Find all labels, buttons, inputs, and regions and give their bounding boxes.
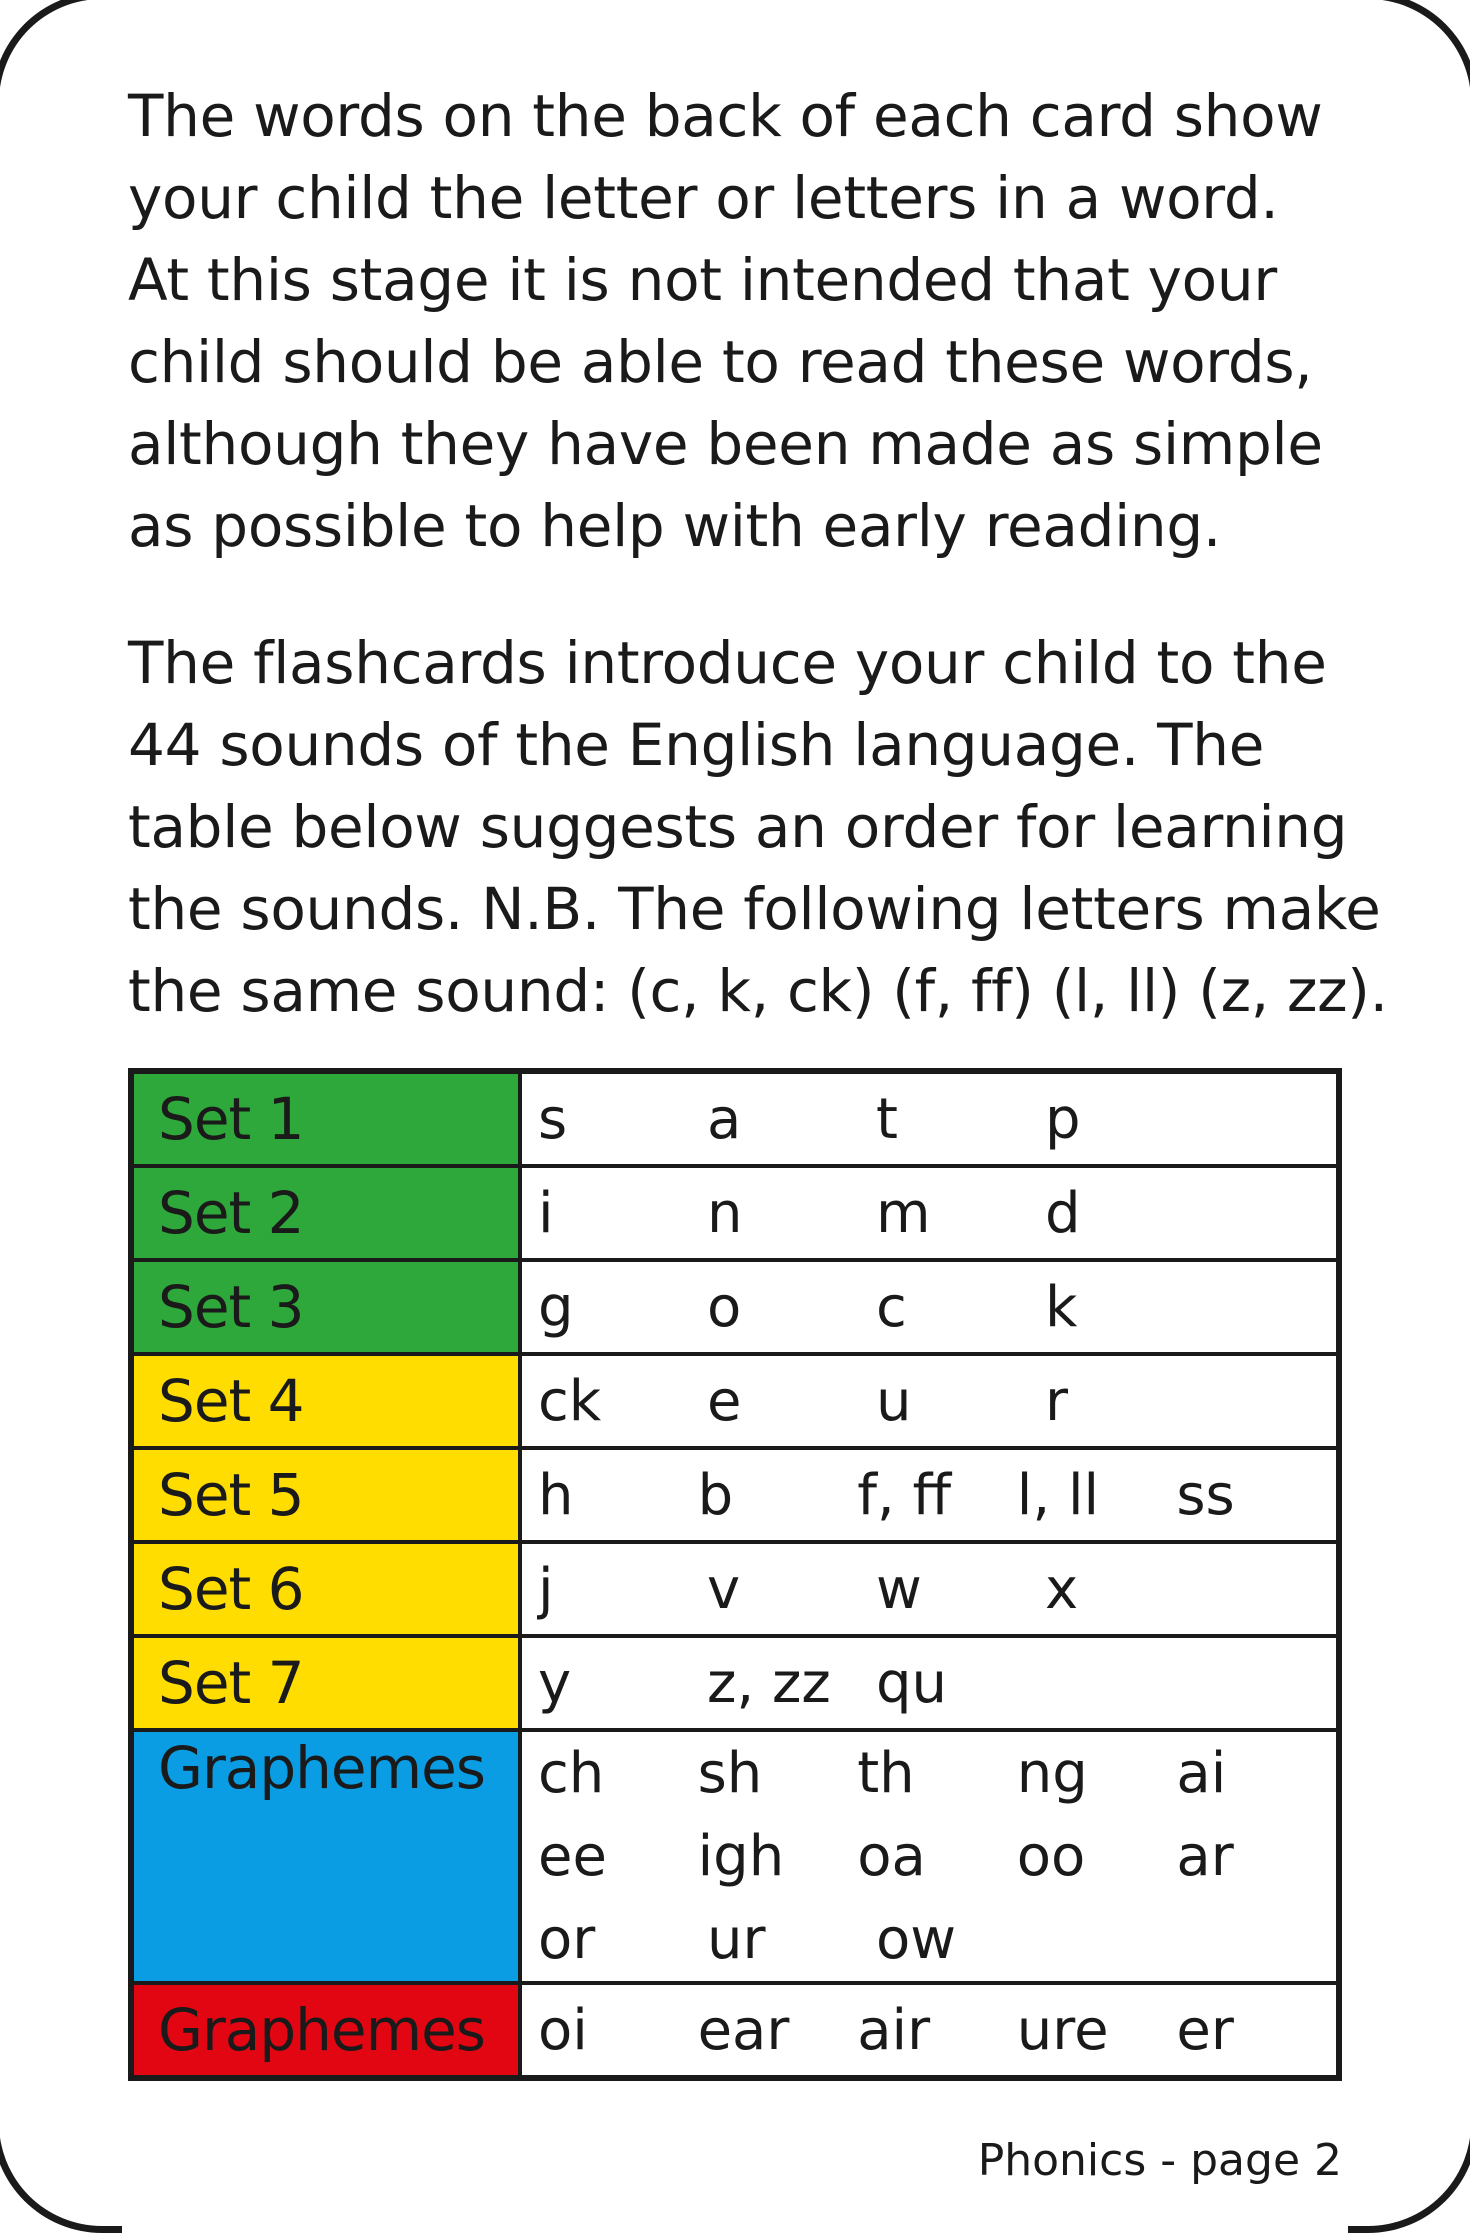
grapheme: ai xyxy=(1176,1741,1227,1806)
set-letters xyxy=(520,1542,1339,1636)
grapheme: c xyxy=(876,1274,907,1340)
grapheme: air xyxy=(857,1997,931,2063)
grapheme: b xyxy=(697,1462,734,1528)
page-footer: Phonics - page 2 xyxy=(977,2135,1342,2186)
grapheme: p xyxy=(1045,1086,1081,1152)
grapheme: s xyxy=(538,1086,568,1152)
set-letters xyxy=(520,1636,1339,1730)
grapheme: ure xyxy=(1016,1997,1109,2063)
letter-line xyxy=(538,1360,1336,1442)
grapheme: t xyxy=(876,1086,898,1152)
set-row xyxy=(131,1448,1339,1542)
paragraph-line: table below suggests an order for learning xyxy=(128,793,1348,861)
letter-line xyxy=(538,1898,1336,1981)
set-row xyxy=(131,1166,1339,1260)
card-corner xyxy=(1348,2103,1470,2233)
grapheme: a xyxy=(707,1086,742,1152)
grapheme: w xyxy=(876,1556,922,1622)
set-letters xyxy=(520,1071,1339,1166)
grapheme: g xyxy=(538,1274,574,1340)
paragraph-line: child should be able to read these words, xyxy=(128,328,1313,396)
set-letters xyxy=(520,1730,1339,1983)
set-label: Set 2 xyxy=(131,1166,520,1260)
grapheme: l, ll xyxy=(1016,1462,1100,1528)
set-letters xyxy=(520,1166,1339,1260)
grapheme: j xyxy=(538,1556,554,1622)
grapheme: ss xyxy=(1176,1462,1235,1528)
set-row xyxy=(131,1260,1339,1354)
letter-line xyxy=(538,1172,1336,1254)
paragraph-line: although they have been made as simple xyxy=(128,410,1323,478)
set-row xyxy=(131,1354,1339,1448)
grapheme: ee xyxy=(538,1824,607,1889)
grapheme: y xyxy=(538,1650,572,1716)
grapheme: ch xyxy=(538,1741,605,1806)
set-letters xyxy=(520,1983,1339,2078)
paragraph-line: At this stage it is not intended that your xyxy=(128,246,1277,314)
grapheme: ur xyxy=(707,1907,766,1972)
set-label: Set 1 xyxy=(131,1071,520,1166)
grapheme: e xyxy=(707,1368,742,1434)
letter-line xyxy=(538,1732,1336,1815)
paragraph-line: the same sound: (c, k, ck) (f, ff) (l, ll) (z, zz). xyxy=(128,957,1388,1025)
letter-line xyxy=(538,1078,1336,1160)
set-row xyxy=(131,1542,1339,1636)
grapheme: ar xyxy=(1176,1824,1234,1889)
grapheme: o xyxy=(707,1274,742,1340)
set-label: Set 3 xyxy=(131,1260,520,1354)
set-label: Set 4 xyxy=(131,1354,520,1448)
grapheme: v xyxy=(707,1556,741,1622)
grapheme: or xyxy=(538,1907,596,1972)
set-row xyxy=(131,1730,1339,1983)
paragraph-line: as possible to help with early reading. xyxy=(128,492,1222,560)
paragraph-line: The words on the back of each card show xyxy=(128,82,1323,150)
paragraph-line: your child the letter or letters in a word. xyxy=(128,164,1279,232)
set-letters xyxy=(520,1354,1339,1448)
grapheme: er xyxy=(1176,1997,1234,2063)
grapheme: x xyxy=(1045,1556,1079,1622)
grapheme: r xyxy=(1045,1368,1069,1434)
phonics-sets-table xyxy=(128,1068,1342,2081)
set-row xyxy=(131,1636,1339,1730)
set-label: Graphemes xyxy=(131,1983,520,2078)
grapheme: ear xyxy=(697,1997,790,2063)
grapheme: u xyxy=(876,1368,912,1434)
paragraph-line: 44 sounds of the English language. The xyxy=(128,711,1265,779)
set-label: Set 5 xyxy=(131,1448,520,1542)
grapheme: f, ff xyxy=(857,1462,952,1528)
grapheme: m xyxy=(876,1180,931,1246)
grapheme: ck xyxy=(538,1368,602,1434)
grapheme: qu xyxy=(876,1650,948,1716)
set-label: Set 6 xyxy=(131,1542,520,1636)
grapheme: oi xyxy=(538,1997,588,2063)
grapheme: h xyxy=(538,1462,574,1528)
set-letters xyxy=(520,1448,1339,1542)
grapheme: sh xyxy=(697,1741,763,1806)
letter-line xyxy=(538,1454,1336,1536)
letter-line xyxy=(538,1815,1336,1898)
sounds-paragraph xyxy=(128,622,1388,1032)
grapheme: k xyxy=(1045,1274,1078,1340)
letter-line xyxy=(538,1642,1336,1724)
grapheme: n xyxy=(707,1180,743,1246)
grapheme: oo xyxy=(1016,1824,1086,1889)
letter-line xyxy=(538,1989,1336,2071)
letter-line xyxy=(538,1266,1336,1348)
set-label: Graphemes xyxy=(131,1730,520,1983)
letter-line xyxy=(538,1548,1336,1630)
set-row xyxy=(131,1071,1339,1166)
grapheme: ng xyxy=(1016,1741,1088,1806)
paragraph-line: the sounds. N.B. The following letters make xyxy=(128,875,1381,943)
paragraph-line: The flashcards introduce your child to the xyxy=(128,629,1327,697)
card-corner xyxy=(0,2103,122,2233)
grapheme: igh xyxy=(697,1824,785,1889)
intro-paragraph xyxy=(128,75,1368,567)
grapheme: d xyxy=(1045,1180,1081,1246)
grapheme: i xyxy=(538,1180,554,1246)
grapheme: ow xyxy=(876,1907,957,1972)
set-row xyxy=(131,1983,1339,2078)
grapheme: th xyxy=(857,1741,915,1806)
grapheme: oa xyxy=(857,1824,926,1889)
set-label: Set 7 xyxy=(131,1636,520,1730)
set-letters xyxy=(520,1260,1339,1354)
grapheme: z, zz xyxy=(707,1650,831,1716)
card-corner xyxy=(0,0,122,122)
